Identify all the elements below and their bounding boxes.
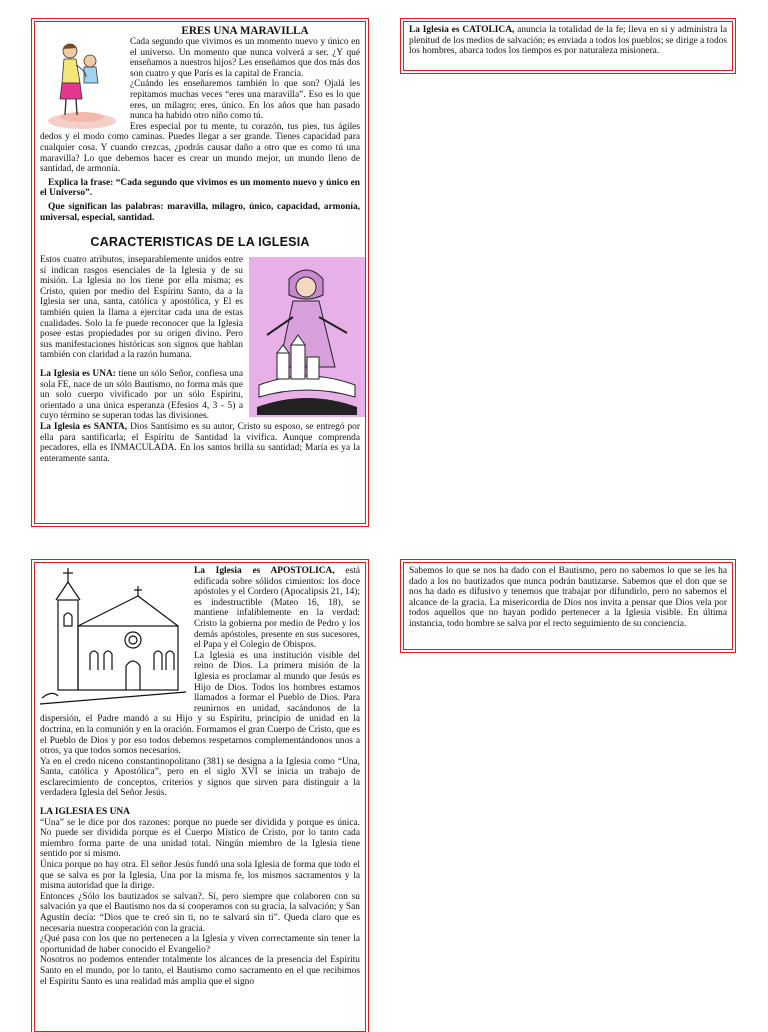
panel3-paragraph-7: ¿Qué pasa con los que no pertenecen a la Iglesia y viven correctamente sin tener la oportunidad de haber conocido el Evangelio? — [40, 934, 360, 955]
panel3-paragraph-5: Única porque no hay otra. El señor Jesús fundó una sola Iglesia de forma que todo el que se salva es por la Iglesia, Una por la misma fe, los mismos sacramentos y la misma autoridad que la dirige. — [40, 860, 360, 892]
panel3-paragraph-6: Entonces ¿Sólo los bautizados se salvan?. Sí, pero siempre que colaboren con su salvación ya que el Bautismo nos da sí cooperamos con su gracia, la salvación; y San Agustín decía: “Dios que te creó sin ti, no te salvará sin ti”. Queda claro que es necesaria nuestra cooperación con la gracia. — [40, 891, 360, 934]
iglesia-una-text: tiene un sólo Señor, confiesa una sola FE, nace de un sólo Bautismo, no forma más que un solo cuerpo vivificado por un sólo Espíritu, orientado a una única esperanza (Efesios 4, 3 - 5) a cuyo término se superan todas las divisiones. — [40, 369, 243, 422]
heading-iglesia-es-una: LA IGLESIA ES UNA — [40, 807, 130, 818]
panel3-paragraph-8: Nosotros no podemos entender totalmente los alcances de la presencia del Espíritu Santo en el mundo, por lo tanto, el Bautismo como sacramento en el que recibimos el Espíritu Santo es una realidad más amplia que el signo — [40, 955, 360, 987]
iglesia-catolica-label: La Iglesia es CATOLICA, — [409, 25, 515, 35]
panel1-paragraph-2: ¿Cuándo les enseñaremos también lo que son? Ojalá les repitamos muchas veces “eres una maravilla”. Eso es lo que eres, un milagro; eres, único. En los años que han pasado nunca ha habido otro niño como tú. — [130, 79, 360, 122]
panel3-paragraph-3: Ya en el credo niceno constantinopolitano (381) se designa a la Iglesia como “Una, Santa, católica y Apostólica”, pero en el siglo XVI se inicia un trabajo de esclarecimiento de conceptos, criterios y signos que sirven para distinguir a la verdadera Iglesia del Señor Jesús. — [40, 756, 360, 799]
iglesia-santa-label: La Iglesia es SANTA, — [40, 422, 128, 432]
panel-bautismo — [403, 562, 733, 650]
panel3-paragraph-2: La Iglesia es una institución visible del reino de Dios. La primera misión de la Iglesia es proclamar al mundo que Jesús es Hijo de Dios. Todos los hombres estamos llamados a formar el Pueblo de Dios. Para reunirnos en unidad, sacándonos de la dispersión, el Padre mandó a su Hijo y su Espíritu, principio de unidad en la doctrina, en la comunión y en la oración. Formamos el gran Cuerpo de Cristo, que es el Pueblo de Dios y por eso todos debemos respetarnos complementándonos unos a otros, ya que todos somos necesarios. — [40, 650, 360, 757]
panel1-question-1: Explica la frase: “Cada segundo que vivimos es un momento nuevo y único en el Universo”. — [40, 177, 360, 199]
iglesia-santa-paragraph — [40, 422, 360, 464]
panel1-question-2: Que significan las palabras: maravilla, milagro, único, capacidad, armonía, universal, especial, santidad. — [40, 201, 360, 223]
iglesia-catolica-paragraph — [409, 25, 727, 57]
iglesia-santa-text: Dios Santísimo es su autor, Cristo su esposo, se entregó por ella para santificarla; el Espíritu de Santidad la vivifica. Aunque comprenda pecadores, ella es INMACULADA. En los santos brilla su santidad; María es ya la enteramente santa. — [40, 422, 360, 464]
bautismo-paragraph: Sabemos lo que se nos ha dado con el Bautismo, pero no sabemos lo que se les ha dado a los no bautizados que nunca podrán bautizarse. Sabemos que el don que se nos ha dado es difusivo y tenemos que trabajar por difundirlo, pero no sabemos el alcance de la gracia. La misericordia de Dios nos invita a pensar que Dios vela por todos aquellos que no hayan podido pertenecer a la Iglesia visible. En última instancia, todo hombre se salva por el recto seguimiento de su conciencia. — [409, 566, 727, 629]
mother-child-illustration — [40, 37, 124, 129]
panel-apostolica — [34, 562, 366, 1032]
panel-eres-una-maravilla — [34, 21, 366, 524]
iglesia-una-label: La Iglesia es UNA: — [40, 369, 116, 380]
panel3-paragraph-4: “Una” se le dice por dos razones: porque no puede ser dividida y porque es única. No puede ser dividida porque es el Cuerpo Místico de Cristo, por lo tanto cada miembro forma parte de una unidad total. Ningún miembro de la Iglesia tiene sentido por sí mismo. — [40, 817, 360, 860]
church-building-illustration — [38, 566, 188, 706]
jesus-church-illustration — [249, 257, 365, 417]
panel1-title: ERES UNA MARAVILLA — [181, 25, 309, 37]
section-title-caracteristicas: CARACTERISTICAS DE LA IGLESIA — [90, 235, 310, 250]
iglesia-apostolica-label: La Iglesia es APOSTOLICA, — [194, 566, 335, 576]
panel1-paragraph-1: Cada segundo que vivimos es un momento nuevo y único en el universo. Un momento que nunca volverá a ser. ¿Y qué enseñamos a nuestros hijos? Les enseñamos que dos más dos son cuatro y que París es la capital de Francia. — [130, 37, 360, 79]
iglesia-catolica-text: anuncia la totalidad de la fe; lleva en sí y administra la plenitud de los medios de salvación; es enviada a todos los pueblos; se dirige a todos los hombres, abarca todos los tiempos es por naturaleza misionera. — [409, 25, 727, 57]
panel1-paragraph-3: Eres especial por tu mente, tu corazón, tus pies, tus ágiles dedos y el modo como caminas. Puedes llegar a ser grande. Tienes capacidad para cualquier cosa. Y cuando crezcas, ¿podrás causar daño a otro que es como tú una maravilla? Lo que debemos hacer es crear un mundo mejor, un mundo lleno de santidad, de armonía. — [40, 121, 360, 175]
caracteristicas-intro: Estos cuatro atributos, inseparablemente unidos entre sí indican rasgos esenciales de la Iglesia y de su misión. La Iglesia no los tiene por ella misma; es Cristo, quien por medio del Espíritu Santo, da a la Iglesia ser una, santa, católica y apostólica, y El es también quien la llama a ejercitar cada una de estas cualidades. Solo la fe puede reconocer que la Iglesia posee estas propiedades por su origen divino. Pero sus manifestaciones históricas son signos que hablan también con claridad a la razón humana. — [40, 255, 243, 361]
panel-catolica — [403, 21, 733, 71]
iglesia-apostolica-text: está edificada sobre sólidos cimientos: los doce apóstoles y el Cordero (Apocalipsis 21, 14); es indestructible (Mateo 16, 18), se mantiene infaliblemente en la verdad: Cristo la gobierna por medio de Pedro y los demás apóstoles, presente en sus sucesores, el Papa y el Colegio de Obispos. — [194, 566, 360, 651]
